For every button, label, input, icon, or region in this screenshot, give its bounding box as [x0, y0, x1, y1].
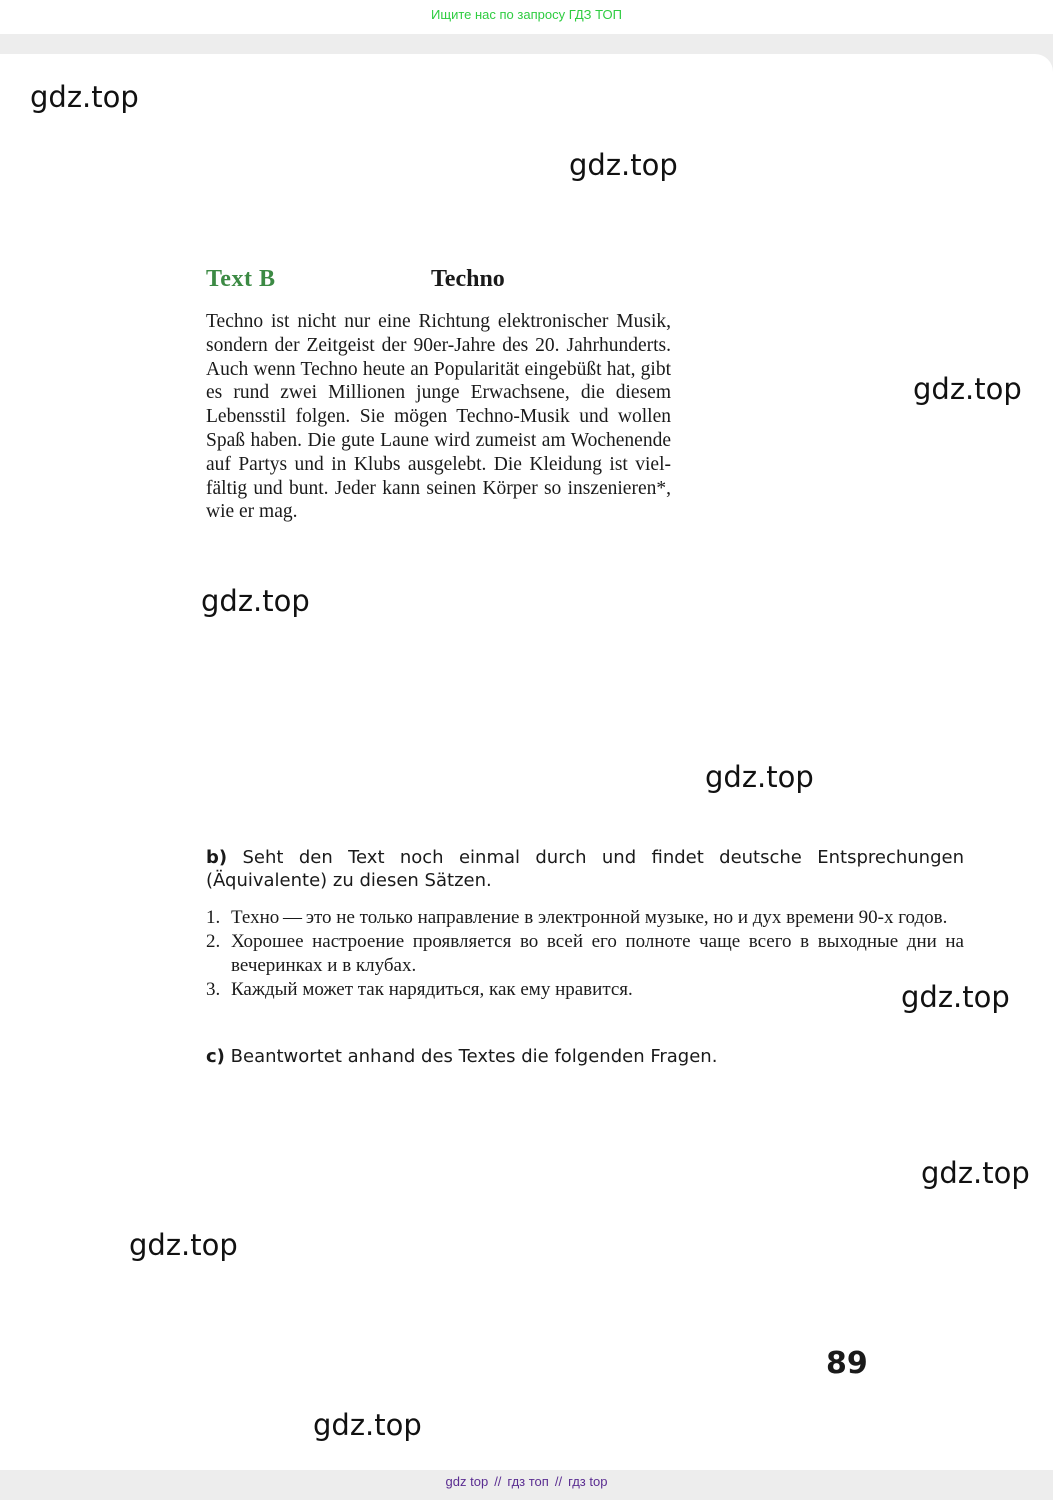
watermark: gdz.top — [569, 148, 678, 182]
reading-heading — [206, 266, 671, 296]
list-item-number: 3. — [206, 979, 221, 1000]
banner-link[interactable]: Ищите нас по запросу ГДЗ ТОП — [431, 7, 622, 22]
task-b — [206, 846, 964, 892]
footer-link[interactable]: gdz top — [445, 1474, 489, 1489]
footer-link[interactable]: гдз топ — [507, 1474, 549, 1489]
list-item-text: Хорошее настроение проявляется во всей его полноте чаще всего в выходные дни на вечеринках и в клубах. — [231, 931, 964, 976]
list-item-number: 1. — [206, 907, 221, 928]
list-item — [206, 906, 964, 930]
watermark: gdz.top — [705, 760, 814, 794]
watermark: gdz.top — [201, 584, 310, 618]
footer-separator: // — [494, 1474, 502, 1489]
watermark: gdz.top — [901, 980, 1010, 1014]
task-b-letter: b) — [206, 847, 228, 868]
list-item-number: 2. — [206, 931, 221, 952]
task-c — [206, 1045, 964, 1068]
task-c-instruction: Beantwortet anhand des Textes die folgenden Fragen. — [230, 1046, 718, 1067]
footer-separator: // — [554, 1474, 563, 1489]
footer-links — [0, 1474, 1053, 1489]
watermark: gdz.top — [921, 1156, 1030, 1190]
task-b-instruction: Seht den Text noch einmal durch und findet deutsche Entsprechungen (Äquivalente) zu diesen Sätzen. — [206, 847, 964, 891]
text-label: Text B — [206, 266, 276, 292]
reading-body: Techno ist nicht nur eine Richtung elektronischer Musik, sondern der Zeitgeist der 90er-Jahre des 20. Jahrhunderts. Auch wenn Techno heute an Popularität eingebüßt hat, gibt es rund zwei Millionen junge Erwachsene, die diesem Lebensstil folgen. Sie mögen Techno-Musik und wollen Spaß haben. Die gute Laune wird zumeist am Wochenende auf Partys und in Klubs ausgelebt. Die Kleidung ist vielfältig und bunt. Jeder kann seinen Körper so inszenieren*, wie er mag. — [206, 311, 671, 523]
watermark: gdz.top — [913, 372, 1022, 406]
watermark: gdz.top — [313, 1408, 422, 1442]
list-item — [206, 930, 964, 978]
textbook-page — [0, 54, 1053, 1470]
list-item-text: Техно — это не только направление в электронной музыке, но и дух времени 90-х годов. — [231, 907, 948, 928]
task-c-letter: c) — [206, 1046, 225, 1067]
sentence-list — [206, 906, 964, 1002]
page-number: 89 — [826, 1346, 868, 1381]
text-title: Techno — [431, 266, 505, 292]
watermark: gdz.top — [129, 1228, 238, 1262]
list-item-text: Каждый может так нарядиться, как ему нравится. — [231, 979, 633, 1000]
footer-link[interactable]: гдз top — [568, 1474, 608, 1489]
top-banner — [0, 0, 1053, 34]
list-item — [206, 978, 964, 1002]
watermark: gdz.top — [30, 80, 139, 114]
